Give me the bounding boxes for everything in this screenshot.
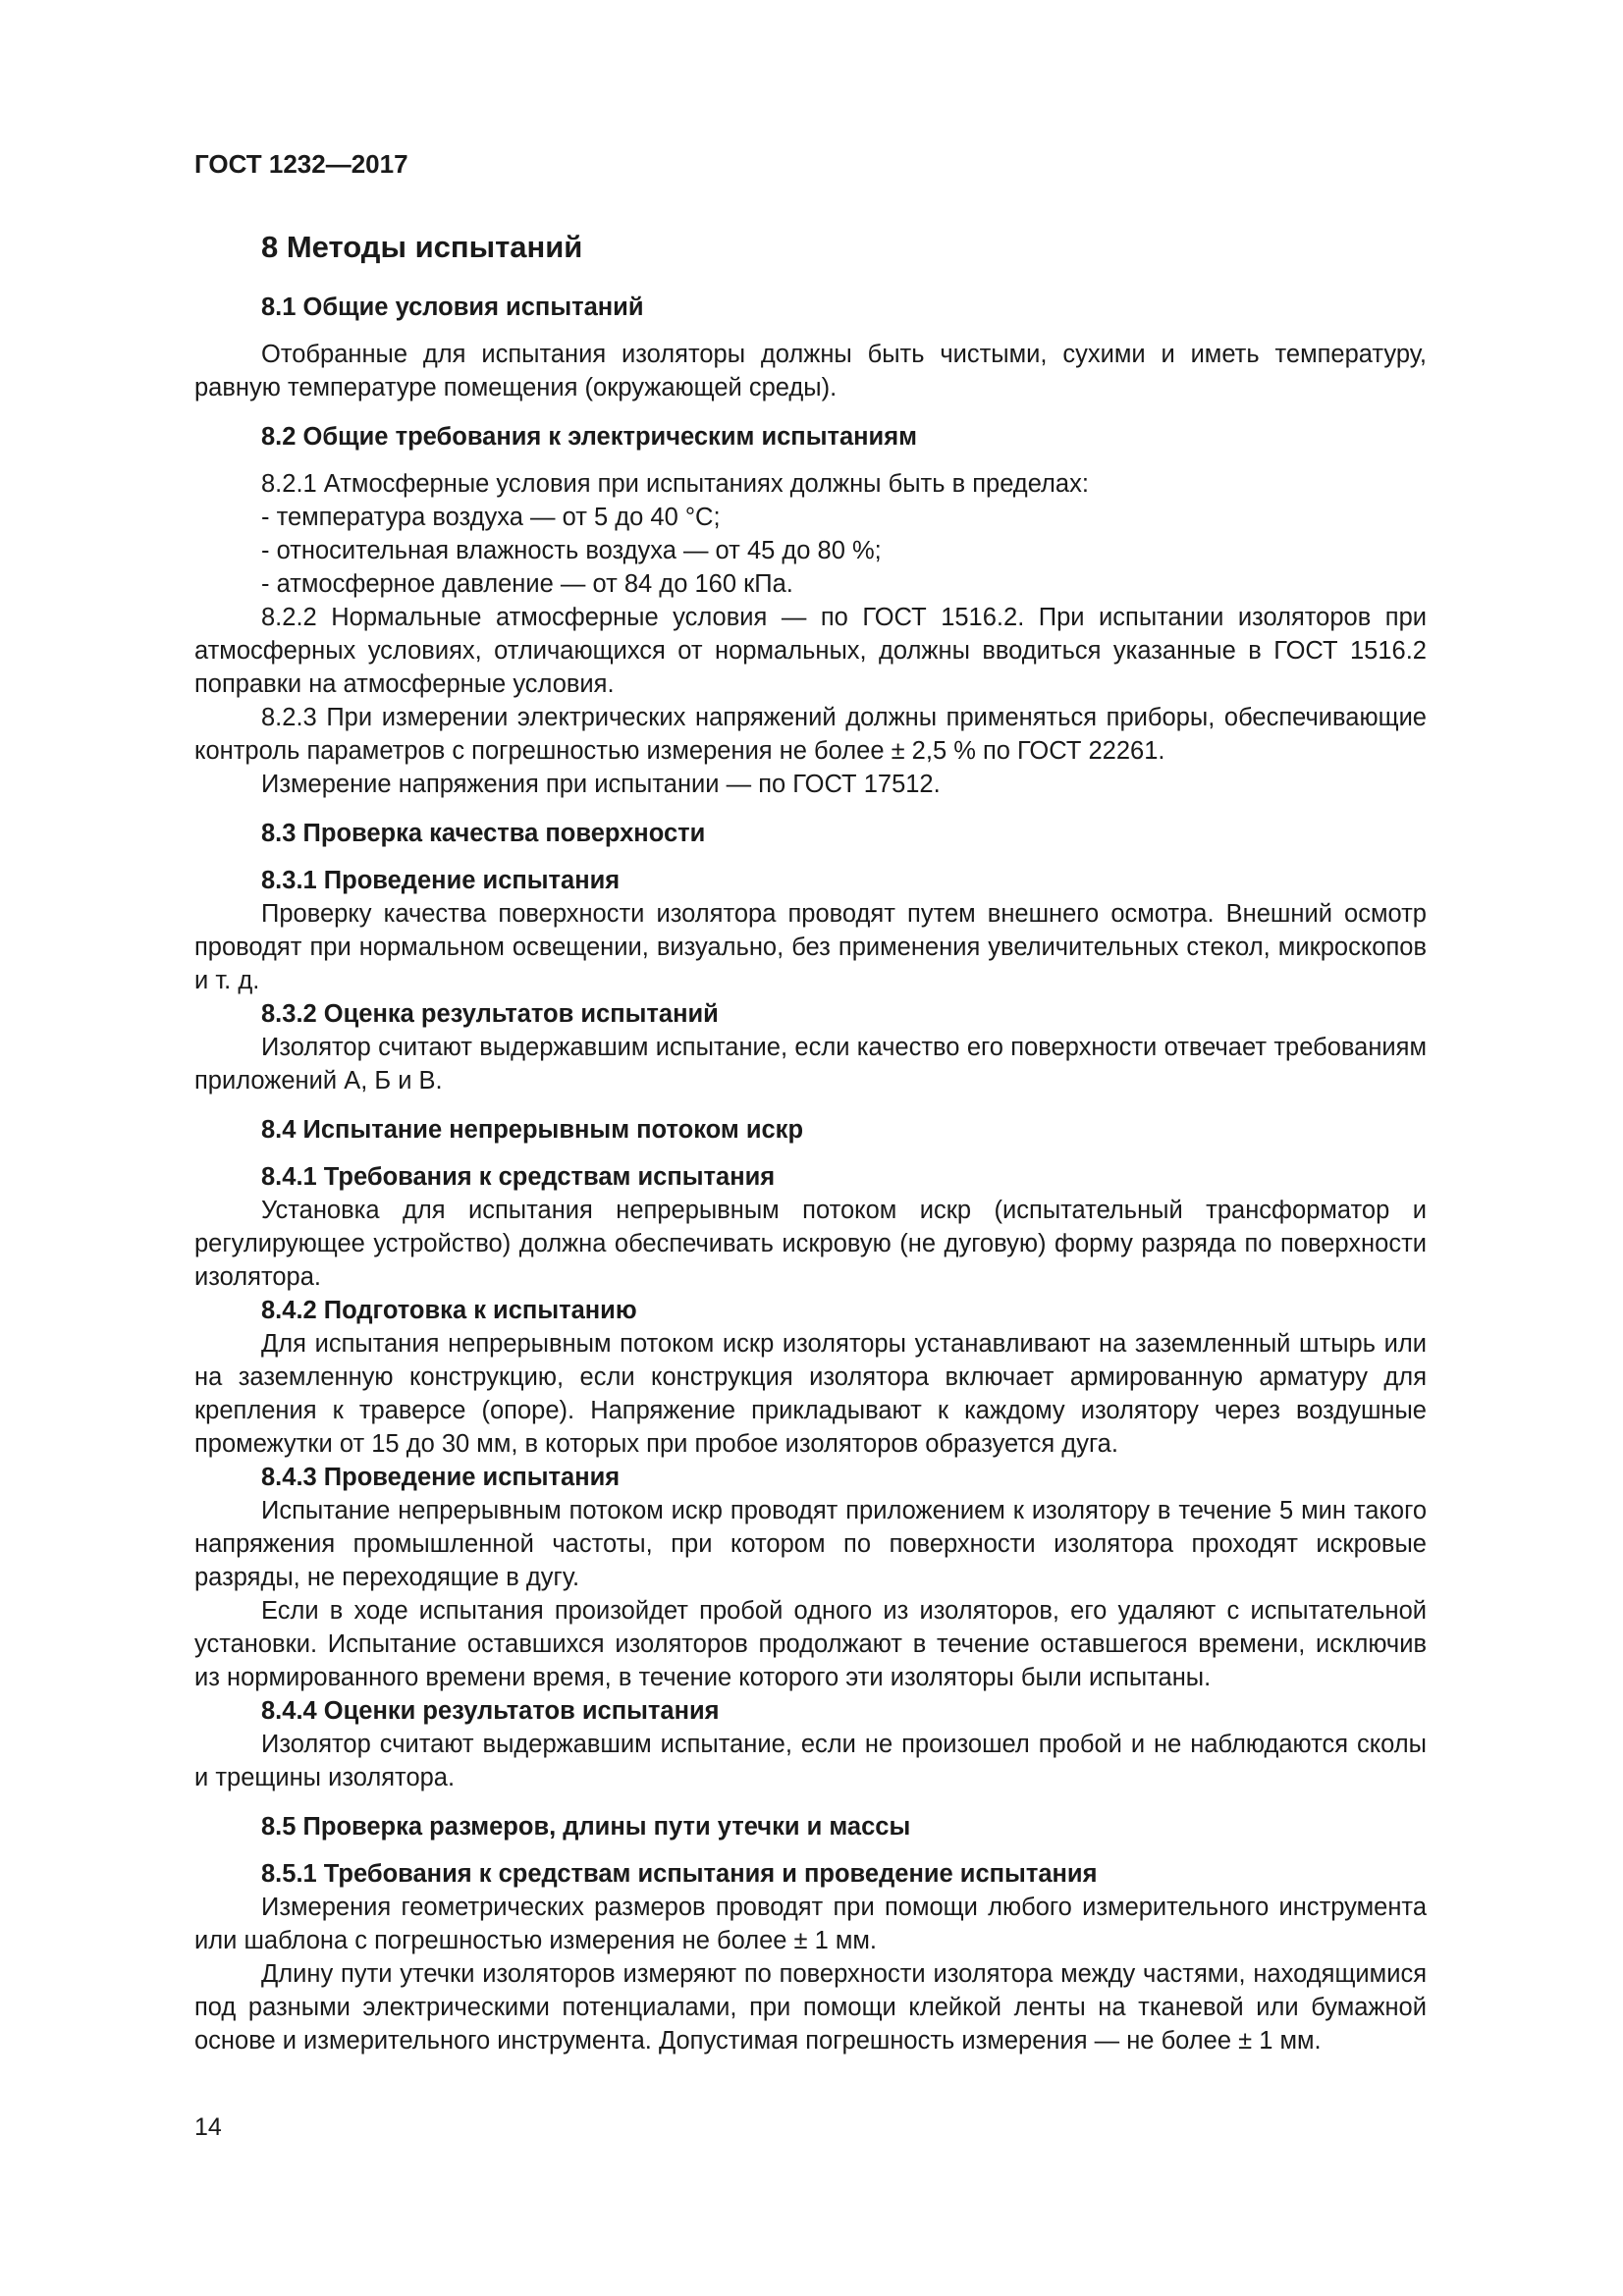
page-content [194,228,1427,2057]
subsection-title: 8.3 Проверка качества поверхности [261,820,706,847]
list-item: - атмосферное давление — от 84 до 160 кПа. [261,570,793,598]
paragraph: Установка для испытания непрерывным потоком искр (испытательный трансформатор и регулирующее устройство) должна обеспечивать искровую (не дуговую) форму разряда по поверхности изолятора. [194,1197,1427,1291]
subsection-title: 8.1 Общие условия испытаний [261,294,644,321]
subsection-title: 8.5 Проверка размеров, длины пути утечки и массы [261,1813,911,1841]
subsection-title: 8.2 Общие требования к электрическим испытаниям [261,423,917,451]
page-number: 14 [194,2113,222,2141]
clause-title: 8.4.4 Оценки результатов испытания [261,1697,720,1725]
paragraph: Если в ходе испытания произойдет пробой одного из изоляторов, его удаляют с испытательной установки. Испытание оставшихся изоляторов продолжают в течение оставшегося времени, исключив из нормированного времени время, в течение которого эти изоляторы были испытаны. [194,1597,1427,1691]
clause-title: 8.5.1 Требования к средствам испытания и проведение испытания [261,1860,1098,1888]
clause-title: 8.3.2 Оценка результатов испытаний [261,1000,719,1028]
paragraph: Изолятор считают выдержавшим испытание, если качество его поверхности отвечает требованиям приложений А, Б и В. [194,1034,1427,1095]
paragraph: Измерение напряжения при испытании — по ГОСТ 17512. [261,771,941,798]
paragraph: 8.2.3 При измерении электрических напряжений должны применяться приборы, обеспечивающие контроль параметров с погрешностью измерения не более ± 2,5 % по ГОСТ 22261. [194,704,1427,765]
paragraph: 8.2.1 Атмосферные условия при испытаниях должны быть в пределах: [261,470,1089,498]
paragraph: 8.2.2 Нормальные атмосферные условия — по ГОСТ 1516.2. При испытании изоляторов при атмосферных условиях, отличающихся от нормальных, должны вводиться указанные в ГОСТ 1516.2 поправки на атмосферные условия. [194,604,1427,698]
clause-title: 8.4.2 Подготовка к испытанию [261,1297,637,1324]
clause-title: 8.4.1 Требования к средствам испытания [261,1163,776,1191]
clause-title: 8.3.1 Проведение испытания [261,867,621,894]
subsection-title: 8.4 Испытание непрерывным потоком искр [261,1116,804,1144]
document-id: ГОСТ 1232—2017 [194,149,408,179]
paragraph: Измерения геометрических размеров проводят при помощи любого измерительного инструмента или шаблона с погрешностью измерения не более ± 1 мм. [194,1894,1427,1954]
paragraph: Длину пути утечки изоляторов измеряют по поверхности изолятора между частями, находящимися под разными электрическими потенциалами, при помощи клейкой ленты на тканевой или бумажной основе и измерительного инструмента. Допустимая погрешность измерения — не более ± 1 мм. [194,1960,1427,2055]
paragraph: Испытание непрерывным потоком искр проводят приложением к изолятору в течение 5 мин такого напряжения промышленной частоты, при котором по поверхности изолятора проходят искровые разряды, не переходящие в дугу. [194,1497,1427,1591]
list-item: - температура воздуха — от 5 до 40 °С; [261,504,721,531]
clause-title: 8.4.3 Проведение испытания [261,1464,621,1491]
paragraph: Изолятор считают выдержавшим испытание, если не произошел пробой и не наблюдаются сколы и трещины изолятора. [194,1731,1427,1791]
paragraph: Отобранные для испытания изоляторы должны быть чистыми, сухими и иметь температуру, равную температуре помещения (окружающей среды). [194,341,1427,401]
section-title: 8 Методы испытаний [261,230,583,264]
paragraph: Проверку качества поверхности изолятора проводят путем внешнего осмотра. Внешний осмотр проводят при нормальном освещении, визуально, без применения увеличительных стекол, микроскопов и т. д. [194,900,1427,994]
paragraph: Для испытания непрерывным потоком искр изоляторы устанавливают на заземленный штырь или на заземленную конструкцию, если конструкция изолятора включает армированную арматуру для крепления к траверсе (опоре). Напряжение прикладывают к каждому изолятору через воздушные промежутки от 15 до 30 мм, в которых при пробое изоляторов образуется дуга. [194,1330,1427,1458]
list-item: - относительная влажность воздуха — от 45 до 80 %; [261,537,882,564]
